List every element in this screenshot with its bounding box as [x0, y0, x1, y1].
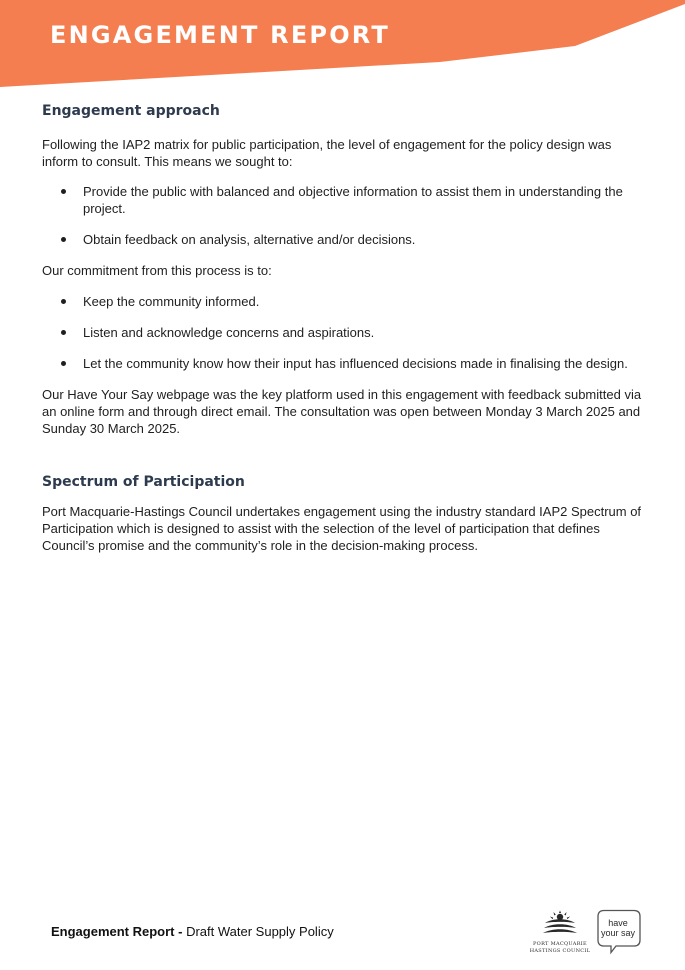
- list-item: [42, 231, 642, 248]
- council-emblem-icon: [540, 910, 580, 938]
- bullet-icon: [61, 361, 66, 366]
- list-item: [42, 355, 642, 372]
- list-item-text: Obtain feedback on analysis, alternative and/or decisions.: [83, 232, 416, 247]
- commitment-bullet-list: [42, 293, 642, 372]
- commitment-intro: Our commitment from this process is to:: [42, 263, 272, 278]
- bullet-icon: [61, 299, 66, 304]
- list-item-text: Keep the community informed.: [83, 294, 260, 309]
- footer-label-bold: Engagement Report -: [51, 924, 183, 939]
- have-your-say-text: [596, 918, 640, 938]
- page-title: ENGAGEMENT REPORT: [50, 21, 390, 49]
- approach-bullet-list: [42, 183, 642, 248]
- bullet-icon: [61, 237, 66, 242]
- spectrum-body: Port Macquarie-Hastings Council undertakes engagement using the industry standard IAP2 Spectrum of Participation which is designed to assist with the selection of the level of participation that defines Council’s promise and the community’s role in the decision-making process.: [42, 504, 642, 553]
- hys-line1: have: [608, 918, 628, 928]
- footer-label: [51, 924, 334, 939]
- list-item: [42, 293, 642, 310]
- have-your-say-logo: [596, 909, 642, 955]
- council-logo: [526, 910, 594, 960]
- approach-intro: Following the IAP2 matrix for public participation, the level of engagement for the policy design was inform to consult. This means we sought to:: [42, 137, 612, 169]
- council-name-line1: PORT MACQUARIE: [533, 941, 587, 947]
- footer-label-rest: Draft Water Supply Policy: [182, 924, 334, 939]
- header-banner: [0, 0, 685, 90]
- main-content: [42, 100, 642, 554]
- list-item-text: Let the community know how their input has influenced decisions made in finalising the design.: [83, 356, 628, 371]
- section-heading-spectrum: Spectrum of Participation: [42, 474, 245, 490]
- list-item: [42, 324, 642, 341]
- approach-closing: Our Have Your Say webpage was the key platform used in this engagement with feedback submitted via an online form and through direct email. The consultation was open between Monday 3 March 2025 and Sunday 30 March 2025.: [42, 387, 642, 436]
- bullet-icon: [61, 330, 66, 335]
- list-item-text: Provide the public with balanced and objective information to assist them in understanding the project.: [83, 184, 623, 216]
- section-heading-approach: Engagement approach: [42, 103, 220, 119]
- list-item: [42, 183, 642, 217]
- list-item-text: Listen and acknowledge concerns and aspirations.: [83, 325, 375, 340]
- bullet-icon: [61, 189, 66, 194]
- council-name-line2: HASTINGS COUNCIL: [529, 948, 591, 954]
- hys-line2: your say: [600, 928, 635, 938]
